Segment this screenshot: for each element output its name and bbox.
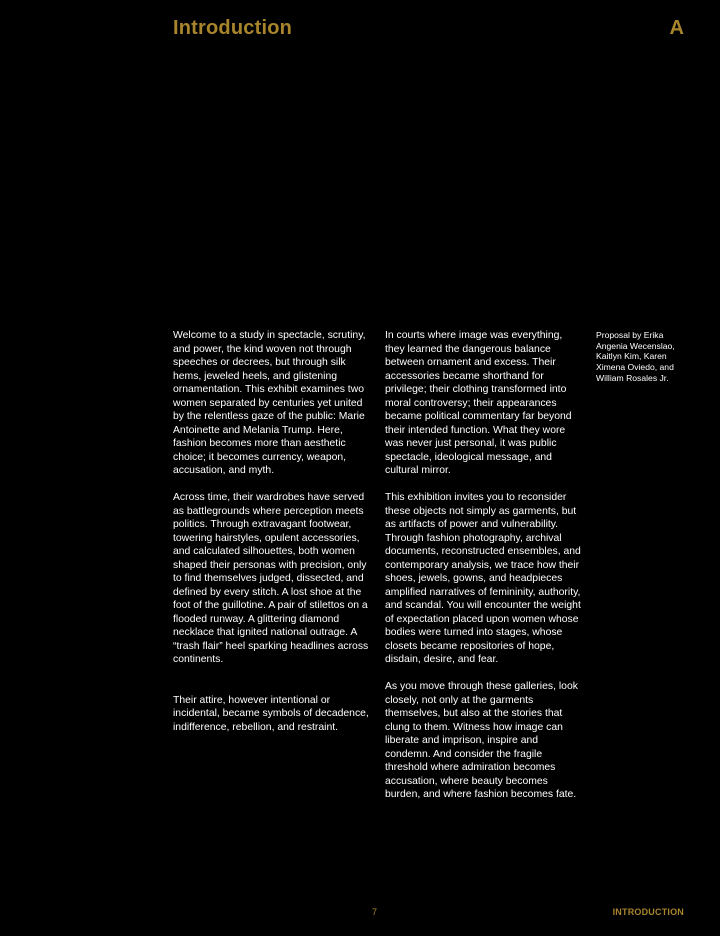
page-number: 7: [372, 907, 378, 917]
middle-text-column: [385, 329, 581, 802]
middle-paragraph-1: In courts where image was everything, they learned the dangerous balance between ornament and excess. Their accessories became shorthand for privilege; their clothing transformed into moral controversy; their appearances became political commentary far beyond their intended function. What they wore was never just personal, it was public spectacle, ideological message, and cultural mirror.: [385, 330, 572, 476]
proposal-credits: Proposal by Erika Angenia Wecenslao, Kaitlyn Kim, Karen Ximena Oviedo, and William Rosales Jr.: [596, 330, 675, 383]
section-letter: A: [669, 17, 684, 39]
page-title: Introduction: [173, 17, 293, 39]
middle-paragraph-2: This exhibition invites you to reconsider these objects not simply as garments, but as artifacts of power and vulnerability. Through fashion photography, archival documents, reconstructed ensembles, and contemporary analysis, we trace how their shoes, jewels, gowns, and headpieces amplified narratives of femininity, authority, and scandal. You will encounter the weight of expectation placed upon women whose bodies were turned into stages, whose closets became repositories of hope, disdain, desire, and fear.: [385, 492, 581, 665]
running-footer-title: INTRODUCTION: [612, 907, 684, 917]
middle-paragraph-3: As you move through these galleries, look closely, not only at the garments themselves, but also at the stories that clung to them. Witness how image can liberate and imprison, inspire and condemn. And consider the fragile threshold where admiration becomes accusation, where beauty becomes burden, and where fashion becomes fate.: [385, 681, 578, 800]
left-text-column: [173, 329, 369, 734]
left-paragraph-1: Welcome to a study in spectacle, scrutiny, and power, the kind woven not through speeches or decrees, but through silk hems, jeweled heels, and glistening ornamentation. This exhibit examines two women separated by centuries yet united by the relentless gaze of the public: Marie Antoinette and Melania Trump. Here, fashion becomes more than aesthetic choice; it becomes currency, weapon, accusation, and myth.: [173, 330, 366, 476]
left-paragraph-3: Their attire, however intentional or incidental, became symbols of decadence, indifference, rebellion, and restraint.: [173, 694, 369, 733]
left-paragraph-2: Across time, their wardrobes have served as battlegrounds where perception meets politics. Through extravagant footwear, towering hairstyles, opulent accessories, and calculated silhouettes, both women shaped their personas with precision, only to find themselves judged, dissected, and defined by every stitch. A lost shoe at the foot of the guillotine. A pair of stilettos on a flooded runway. A glittering diamond necklace that ignited national outrage. A “trash flair” heel sparking headlines across continents.: [173, 492, 369, 665]
